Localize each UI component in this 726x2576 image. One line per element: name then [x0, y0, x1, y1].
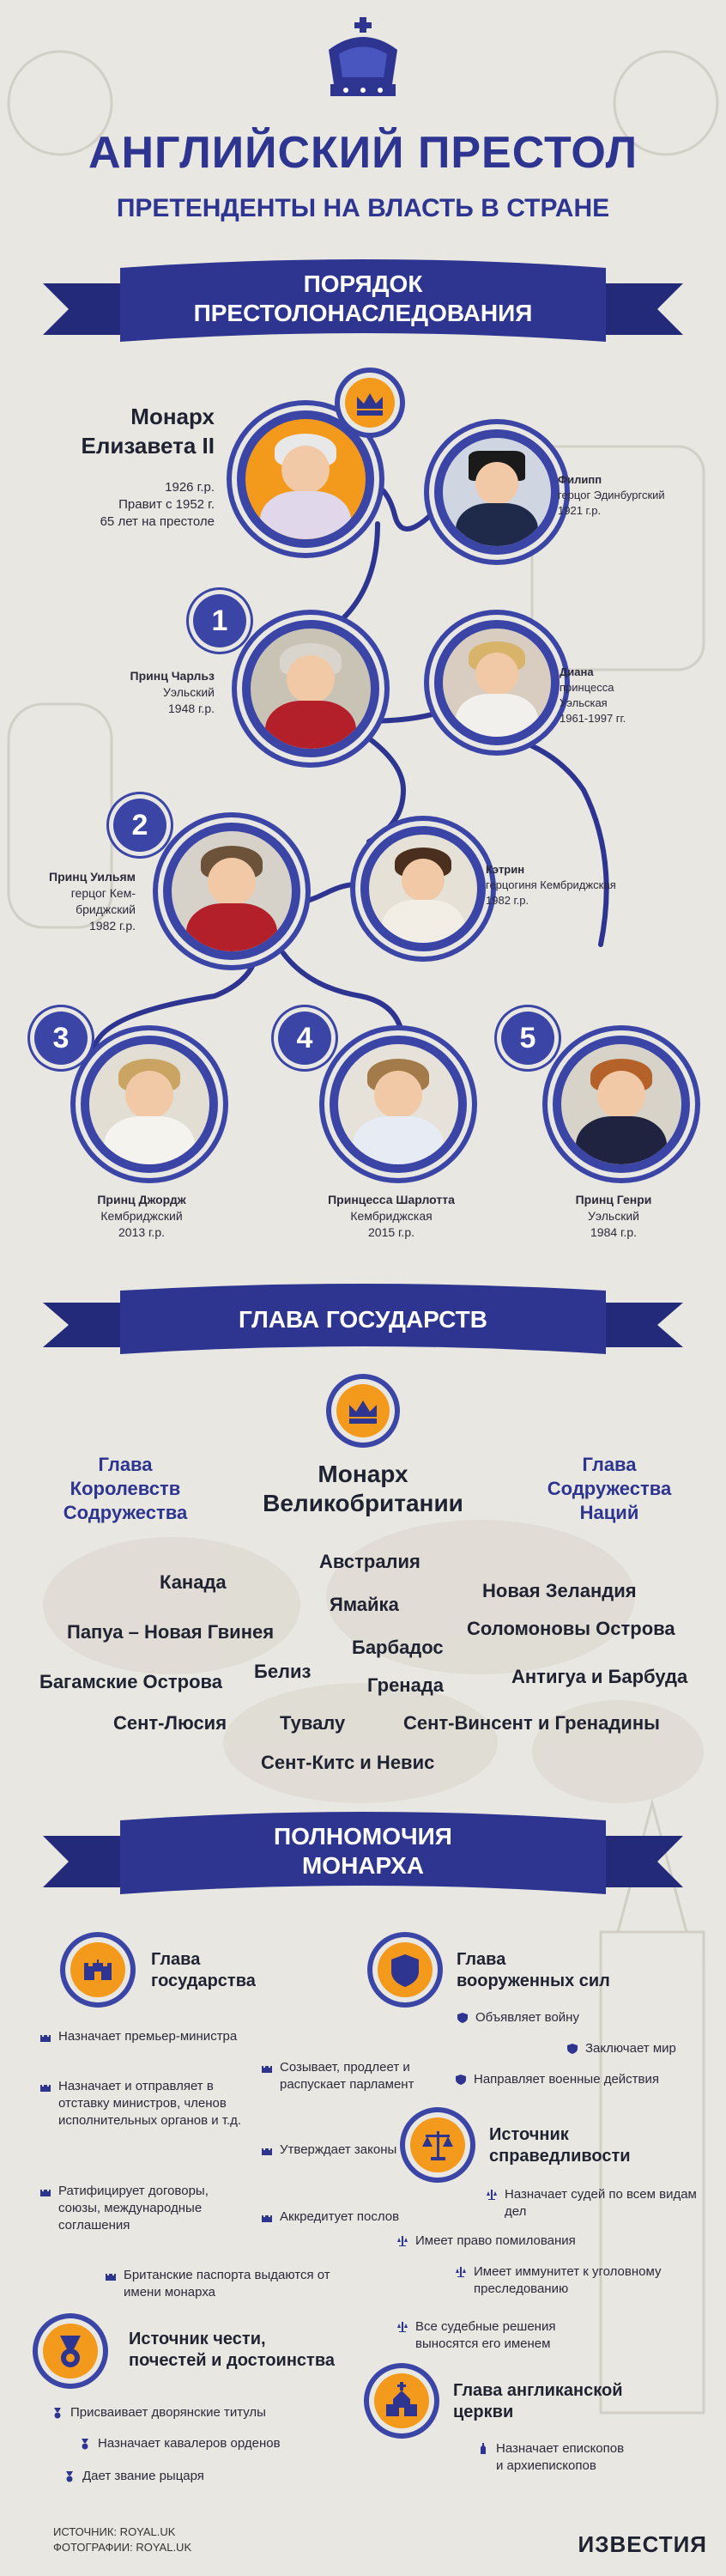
- commonwealth-realms-line1: Глава: [98, 1454, 153, 1475]
- page-subtitle: ПРЕТЕНДЕНТЫ НА ВЛАСТЬ В СТРАНЕ: [116, 194, 610, 222]
- crown-icon: [345, 378, 395, 428]
- state-head-bullet-3-text: Ратифицирует договоры, союзы, международные соглашения: [58, 2184, 209, 2233]
- castle-icon: [261, 2144, 273, 2156]
- scales-icon: [455, 2266, 467, 2278]
- state-head-bullet-1-text: Назначает премьер-министра: [58, 2029, 238, 2044]
- william-name: Принц Уильям: [49, 870, 136, 884]
- crown-badge: [345, 378, 395, 428]
- honour-bullet-3-text: Дает звание рыцаря: [82, 2469, 204, 2483]
- footer-photos-text: ФОТОГРАФИИ: ROYAL.UK: [53, 2541, 192, 2554]
- state-head-bullet-6-text: Аккредитует послов: [280, 2209, 400, 2224]
- justice-bullet-3-text: Имеет иммунитет к уголовному преследованию: [474, 2264, 662, 2296]
- church-bullet-1-line2: и архиепископов: [496, 2458, 596, 2473]
- commonwealth-nations-line3: Наций: [579, 1502, 639, 1523]
- shield-icon: [378, 1942, 433, 1997]
- william-birth: 1982 г.р.: [89, 919, 136, 933]
- honour-bullet-1: [51, 2404, 328, 2421]
- medal-icon: [43, 2324, 98, 2379]
- philip-title: герцог Эдинбургский: [558, 489, 665, 501]
- country-barbados: Барбадос: [352, 1637, 444, 1658]
- harry-info: [532, 1192, 695, 1241]
- harry-name: Принц Генри: [575, 1193, 652, 1206]
- armed-bullet-2-text: Заключает мир: [585, 2041, 676, 2056]
- shield-icon: [455, 2074, 467, 2086]
- george-birth: 2013 г.р.: [118, 1225, 165, 1239]
- succession-number-5: 5: [501, 1012, 554, 1065]
- william-title-1: герцог Кем-: [70, 886, 136, 900]
- justice-title-line1: Источник: [489, 2125, 569, 2144]
- honour-bullet-3: [64, 2468, 306, 2485]
- elizabeth-portrait: [237, 410, 374, 548]
- honour-title-line2: почестей и достоинства: [129, 2351, 335, 2370]
- crown-icon: [336, 1384, 390, 1437]
- castle-icon: [261, 2062, 273, 2074]
- succession-number-4: 4: [278, 1012, 331, 1065]
- castle-icon: [39, 2031, 51, 2043]
- footer-source: [53, 2524, 191, 2555]
- country-bahamas: Багамские Острова: [39, 1671, 223, 1692]
- armed-forces-title: [457, 1949, 610, 1992]
- diana-name: Диана: [560, 665, 594, 678]
- armed-forces-title-line1: Глава: [457, 1950, 506, 1969]
- justice-bullet-4-text: Все судебные решения выносятся его именем: [415, 2319, 556, 2351]
- commonwealth-realms-head: [48, 1453, 203, 1525]
- country-solomon-islands: Соломоновы Острова: [467, 1618, 675, 1639]
- honour-title-line1: Источник чести,: [129, 2330, 266, 2348]
- head-of-state-ribbon-text: ГЛАВА ГОСУДАРСТВ: [239, 1306, 487, 1333]
- kate-name: Кэтрин: [486, 863, 525, 876]
- powers-ribbon: [43, 1810, 683, 1905]
- diana-title-2: Уэльская: [560, 696, 608, 709]
- charles-birth: 1948 г.р.: [168, 702, 215, 715]
- izvestia-logo: ИЗВЕСТИЯ: [578, 2531, 707, 2557]
- monarch-reign-length: 65 лет на престоле: [100, 514, 215, 529]
- george-name: Принц Джордж: [97, 1193, 186, 1206]
- charles-portrait: [242, 620, 379, 757]
- scales-icon: [486, 2189, 498, 2201]
- state-head-bullet-5: [261, 2142, 417, 2159]
- diana-info: [560, 665, 705, 726]
- harry-title: Уэльский: [588, 1209, 639, 1223]
- state-head-bullet-2-text: Назначает и отправляет в отставку министров, членов исполнительных органов и т.д.: [58, 2079, 242, 2128]
- shield-icon: [566, 2043, 578, 2055]
- george-info: [60, 1192, 223, 1241]
- succession-number-2: 2: [113, 799, 166, 852]
- state-head-bullet-3: [39, 2183, 239, 2234]
- country-png: Папуа – Новая Гвинея: [67, 1621, 275, 1643]
- church-title: [453, 2380, 623, 2423]
- commonwealth-realms-line2: Королевств: [70, 1478, 181, 1499]
- monarch-crown-badge: [336, 1384, 390, 1437]
- church-title-line2: церкви: [453, 2403, 514, 2421]
- monarch-reign-start: Правит с 1952 г.: [118, 497, 215, 512]
- monarch-name: Елизавета II: [81, 433, 215, 459]
- medal-icon: [79, 2438, 91, 2450]
- country-canada: Канада: [160, 1571, 227, 1593]
- state-head-bullet-2: [39, 2078, 247, 2129]
- monarch-info: [51, 479, 215, 531]
- justice-bullet-3: [455, 2263, 723, 2298]
- church-icon: [477, 2443, 489, 2455]
- philip-portrait: [434, 429, 560, 555]
- george-portrait: [81, 1036, 218, 1173]
- succession-number-3: 3: [34, 1012, 88, 1065]
- castle-badge: [70, 1942, 125, 1997]
- state-head-bullet-5-text: Утверждает законы: [280, 2142, 397, 2157]
- justice-title-line2: справедливости: [489, 2147, 631, 2166]
- honour-bullet-2: [79, 2435, 355, 2452]
- country-belize: Белиз: [254, 1661, 312, 1682]
- uk-monarch-label: [234, 1460, 492, 1518]
- country-tuvalu: Тувалу: [280, 1712, 346, 1734]
- state-head-bullet-4: [261, 2059, 451, 2093]
- state-head-bullet-6: [261, 2208, 417, 2226]
- church-bullet-1: [477, 2440, 685, 2475]
- commonwealth-nations-line1: Глава: [582, 1454, 637, 1475]
- george-title: Кембриджский: [100, 1209, 183, 1223]
- state-head-title: [151, 1949, 256, 1992]
- uk-monarch-line2: Великобритании: [263, 1490, 463, 1516]
- honour-bullet-2-text: Назначает кавалеров орденов: [98, 2436, 281, 2451]
- head-of-state-ribbon: [43, 1284, 683, 1361]
- kate-portrait: [360, 826, 486, 951]
- philip-birth: 1921 г.р.: [558, 504, 602, 517]
- state-head-title-line2: государства: [151, 1971, 256, 1990]
- kate-title: герцогиня Кембриджская: [486, 878, 616, 891]
- church-badge: [374, 2373, 429, 2428]
- armed-bullet-3-text: Направляет военные действия: [474, 2072, 660, 2087]
- charles-name: Принц Чарльз: [130, 669, 215, 683]
- state-head-bullet-7: [105, 2267, 355, 2301]
- diana-title-1: принцесса: [560, 681, 614, 694]
- castle-icon: [39, 2185, 51, 2197]
- commonwealth-realms-line3: Содружества: [63, 1502, 188, 1523]
- state-head-title-line1: Глава: [151, 1950, 201, 1969]
- justice-title: [489, 2124, 631, 2167]
- kate-info: [486, 862, 675, 908]
- country-new-zealand: Новая Зеландия: [482, 1580, 637, 1601]
- country-australia: Австралия: [319, 1551, 420, 1572]
- kate-birth: 1982 г.р.: [486, 894, 529, 907]
- armed-bullet-3: [455, 2071, 726, 2088]
- william-portrait: [163, 823, 300, 960]
- castle-icon: [261, 2211, 273, 2223]
- scales-icon: [396, 2321, 408, 2333]
- powers-ribbon-line1: ПОЛНОМОЧИЯ: [274, 1823, 452, 1850]
- country-jamaica: Ямайка: [330, 1594, 399, 1615]
- state-head-bullet-7-text: Британские паспорта выдаются от имени монарха: [124, 2268, 330, 2300]
- diana-portrait: [434, 620, 560, 745]
- medal-icon: [51, 2407, 64, 2419]
- medal-badge: [43, 2324, 98, 2379]
- medal-icon: [64, 2470, 76, 2482]
- succession-ribbon: [43, 258, 683, 352]
- monarch-birth: 1926 г.р.: [165, 480, 215, 495]
- charlotte-info: [306, 1192, 477, 1241]
- page-title: АНГЛИЙСКИЙ ПРЕСТОЛ: [88, 128, 638, 178]
- charles-title: Уэльский: [163, 685, 215, 699]
- castle-icon: [39, 2081, 51, 2093]
- scales-icon: [410, 2117, 465, 2172]
- william-title-2: бриджский: [76, 902, 136, 916]
- monarch-title: [51, 402, 215, 460]
- honour-bullet-1-text: Присваивает дворянские титулы: [70, 2405, 266, 2420]
- succession-ribbon-line2: ПРЕСТОЛОНАСЛЕДОВАНИЯ: [193, 300, 533, 326]
- succession-number-1: 1: [193, 594, 246, 647]
- country-antigua: Антигуа и Барбуда: [511, 1666, 688, 1687]
- state-head-bullet-4-text: Созывает, продлеет и распускает парламент: [280, 2060, 414, 2092]
- justice-bullet-2: [396, 2233, 664, 2250]
- charlotte-birth: 2015 г.р.: [368, 1225, 414, 1239]
- country-grenada: Гренада: [367, 1674, 445, 1696]
- shield-icon: [457, 2012, 469, 2024]
- uk-monarch-line1: Монарх: [318, 1461, 408, 1487]
- monarch-title-line1: Монарх: [130, 404, 215, 429]
- justice-bullet-1: [486, 2186, 719, 2221]
- commonwealth-nations-head: [532, 1453, 687, 1525]
- scales-icon: [396, 2235, 408, 2247]
- succession-ribbon-line1: ПОРЯДОК: [303, 270, 423, 297]
- powers-ribbon-line2: МОНАРХА: [301, 1852, 425, 1879]
- crown-icon: [320, 15, 406, 110]
- charlotte-name: Принцесса Шарлотта: [328, 1193, 455, 1206]
- justice-bullet-4: [396, 2318, 604, 2353]
- church-bullet-1-line1: Назначает епископов: [496, 2441, 625, 2456]
- charlotte-title: Кембриджская: [350, 1209, 433, 1223]
- country-st-kitts: Сент-Китс и Невис: [261, 1752, 435, 1773]
- scales-badge: [410, 2117, 465, 2172]
- commonwealth-nations-line2: Содружества: [547, 1478, 672, 1499]
- philip-name: Филипп: [558, 473, 602, 486]
- harry-birth: 1984 г.р.: [590, 1225, 637, 1239]
- armed-forces-title-line2: вооруженных сил: [457, 1971, 610, 1990]
- armed-bullet-2: [566, 2040, 726, 2057]
- honour-title: [129, 2329, 335, 2372]
- state-head-bullet-1: [39, 2028, 299, 2045]
- armed-bullet-1-text: Объявляет войну: [475, 2010, 579, 2025]
- charles-info: [51, 668, 215, 717]
- justice-bullet-1-text: Назначает судей по всем видам дел: [505, 2187, 697, 2219]
- armed-bullet-1: [457, 2009, 681, 2026]
- castle-icon: [105, 2269, 117, 2281]
- philip-info: [558, 472, 704, 519]
- church-title-line1: Глава англиканской: [453, 2381, 623, 2400]
- church-icon: [374, 2373, 429, 2428]
- country-st-vincent: Сент-Винсент и Гренадины: [403, 1712, 660, 1734]
- william-info: [15, 869, 136, 934]
- harry-portrait: [553, 1036, 690, 1173]
- castle-icon: [70, 1942, 125, 1997]
- diana-years: 1961-1997 гг.: [560, 712, 626, 725]
- charlotte-portrait: [330, 1036, 467, 1173]
- justice-bullet-2-text: Имеет право помилования: [415, 2233, 576, 2248]
- shield-badge: [378, 1942, 433, 1997]
- country-st-lucia: Сент-Люсия: [113, 1712, 227, 1734]
- footer-source-text: ИСТОЧНИК: ROYAL.UK: [53, 2525, 176, 2538]
